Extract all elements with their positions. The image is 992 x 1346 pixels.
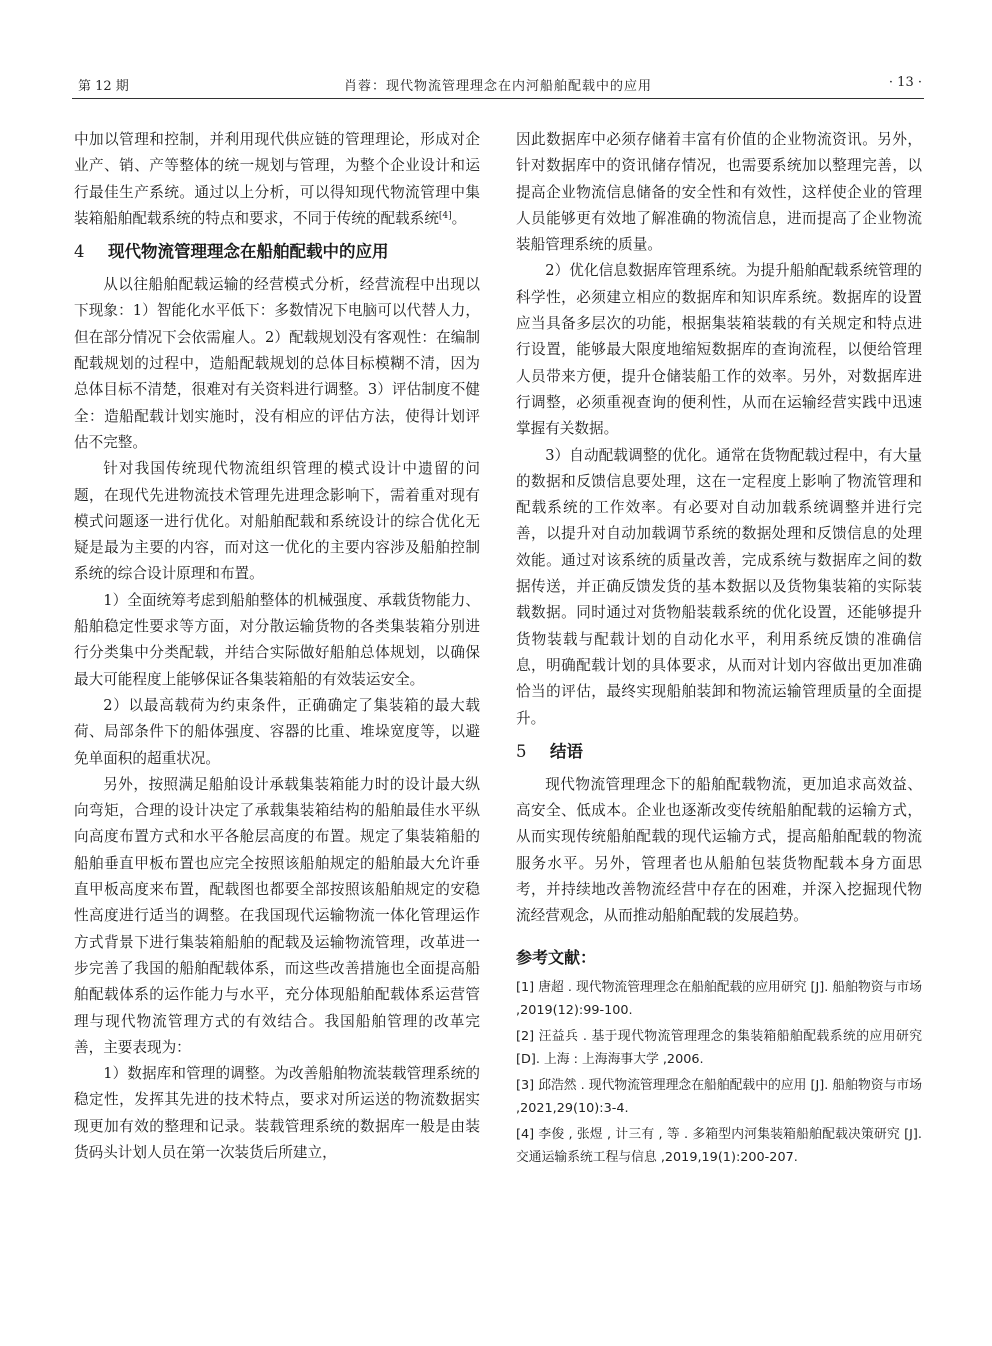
paragraph: 3）自动配载调整的优化。通常在货物配载过程中，有大量的数据和反馈信息要处理，这在一定程度上影响了物流管理和配载系统的工作效率。有必要对自动加载系统调整并进行完善，以提升对自动加载调节系统的数据处理和反馈信息的处理效能。通过对该系统的质量改善，完成系统与数据库之间的数据传送，并正确反馈发货的基本数据以及货物集装箱的实际装载数据。同时通过对货物船装载系统的优化设置，还能够提升货物装载与配载计划的自动化水平，利用系统反馈的准确信息，明确配载计划的具体要求，从而对计划内容做出更加准确恰当的评估，最终实现船舶装卸和物流运输管理质量的全面提升。	[516, 446, 922, 727]
paragraph: 现代物流管理理念下的船舶配载物流，更加追求高效益、高安全、低成本。企业也逐渐改变传统船舶配载的运输方式，从而实现传统船舶配载的现代运输方式，提高船舶配载的物流服务水平。另外，管理者也从船舶包装货物配载本身方面思考，并持续地改善物流经营中存在的困难，并深入挖掘现代物流经营观念，从而推动船舶配载的发展趋势。	[516, 775, 922, 925]
paragraph: 1）全面统筹考虑到船舶整体的机械强度、承载货物能力、船舶稳定性要求等方面，对分散运输货物的各类集装箱分别进行分类集中分类配载，并结合实际做好船舶总体规划，以确保最大可能程度上能够保证各集装箱船的有效装运安全。	[74, 591, 480, 688]
issue-number: 第 12 期	[78, 79, 129, 94]
section-heading-4	[74, 239, 480, 265]
paragraph: 针对我国传统现代物流组织管理的模式设计中遗留的问题，在现代先进物流技术管理先进理念影响下，需着重对现有模式问题逐一进行优化。对船舶配载和系统设计的综合优化无疑是最为主要的内容，而对这一优化的主要内容涉及船舶控制系统的综合设计原理和布置。	[74, 460, 480, 583]
paragraph-text: 中加以管理和控制，并利用现代供应链的管理理论，形成对企业产、销、产等整体的统一规划与管理，为整个企业设计和运行最佳生产系统。通过以上分析，可以得知现代物流管理中集装箱船舶配载系统的特点和要求，不同于传统的配载系统	[74, 131, 480, 227]
paragraph: 另外，按照满足船舶设计承载集装箱能力时的设计最大纵向弯矩，合理的设计决定了承载集装箱结构的船舶最佳水平纵向高度布置方式和水平各舱层高度的布置。规定了集装箱船的船舶垂直甲板布置也应完全按照该船舶规定的船舶最大允许垂直甲板高度来布置，配载图也都要全部按照该船舶规定的安稳性高度进行适当的调整。在我国现代运输物流一体化管理运作方式背景下进行集装箱船舶的配载及运输物流管理，改革进一步完善了我国的船舶配载体系，而这些改善措施也全面提高船舶配载体系的运作能力与水平，充分体现船舶配载体系运营管理与现代物流管理方式的有效结合。我国船舶管理的改革完善，主要表现为：	[74, 775, 480, 1056]
paragraph: 2）以最高载荷为约束条件，正确确定了集装箱的最大载荷、局部条件下的船体强度、容器的比重、堆垛宽度等，以避免单面积的超重状况。	[74, 696, 480, 767]
section-number: 5	[516, 741, 527, 761]
reference-item: [4] 李俊 , 张煜 , 计三有 , 等 . 多箱型内河集装箱船舶配载决策研究 [J]. 交通运输系统工程与信息 ,2019,19(1):200-207.	[516, 1126, 922, 1166]
section-title: 结语	[550, 741, 583, 761]
section-title: 现代物流管理理念在船舶配载中的应用	[108, 242, 389, 262]
paragraph: 1）数据库和管理的调整。为改善船舶物流装载管理系统的稳定性，发挥其先进的技术特点，要求对所运送的物流数据实现更加有效的整理和记录。装载管理系统的数据库一般是由装货码头计划人员在第一次装货后所建立，	[74, 1065, 480, 1161]
paragraph	[74, 127, 480, 232]
references-heading: 参考文献：	[516, 947, 597, 967]
section-number: 4	[74, 242, 85, 262]
page-number: · 13 ·	[888, 75, 922, 90]
left-column	[74, 127, 480, 1166]
reference-item: [3] 邱浩然 . 现代物流管理理念在船舶配载中的应用 [J]. 船舶物资与市场 ,2021,29(10):3-4.	[516, 1077, 922, 1117]
paragraph: 从以往船舶配载运输的经营模式分析，经营流程中出现以下现象：1）智能化水平低下：多数情况下电脑可以代替人力，但在部分情况下会依需雇人。2）配载规划没有客观性：在编制配载规划的过程中，造船配载规划的总体目标模糊不清，因为总体目标不清楚，很难对有关资料进行调整。3）评估制度不健全：造船配载计划实施时，没有相应的评估方法，使得计划评估不完整。	[74, 276, 480, 451]
header-divider	[72, 98, 924, 99]
section-heading-5	[516, 739, 922, 765]
paragraph: 因此数据库中必须存储着丰富有价值的企业物流资讯。另外，针对数据库中的资讯储存情况，也需要系统加以整理完善，以提高企业物流信息储备的安全性和有效性，这样使企业的管理人员能够更有效地了解准确的物流信息，进而提高了企业物流装船管理系统的质量。	[516, 131, 922, 254]
reference-item: [1] 唐超 . 现代物流管理理念在船舶配载的应用研究 [J]. 船舶物资与市场 ,2019(12):99-100.	[516, 979, 922, 1019]
reference-item: [2] 汪益兵 . 基于现代物流管理理念的集装箱船舶配载系统的应用研究 [D]. 上海 : 上海海事大学 ,2006.	[516, 1028, 922, 1068]
paragraph: 2）优化信息数据库管理系统。为提升船舶配载系统管理的科学性，必须建立相应的数据库和知识库系统。数据库的设置应当具备多层次的功能，根据集装箱装载的有关规定和特点进行设置，能够最大限度地缩短数据库的查询流程，以便给管理人员带来方便，提升仓储装船工作的效率。另外，对数据库进行调整，必须重视查询的便利性，从而在运输经营实践中迅速掌握有关数据。	[516, 262, 922, 438]
right-column	[516, 127, 922, 1172]
running-header	[72, 67, 924, 97]
paragraph-end: 。	[451, 209, 467, 227]
citation-mark: [4]	[438, 210, 452, 221]
running-title: 肖蓉：现代物流管理理念在内河船舶配载中的应用	[343, 79, 652, 94]
